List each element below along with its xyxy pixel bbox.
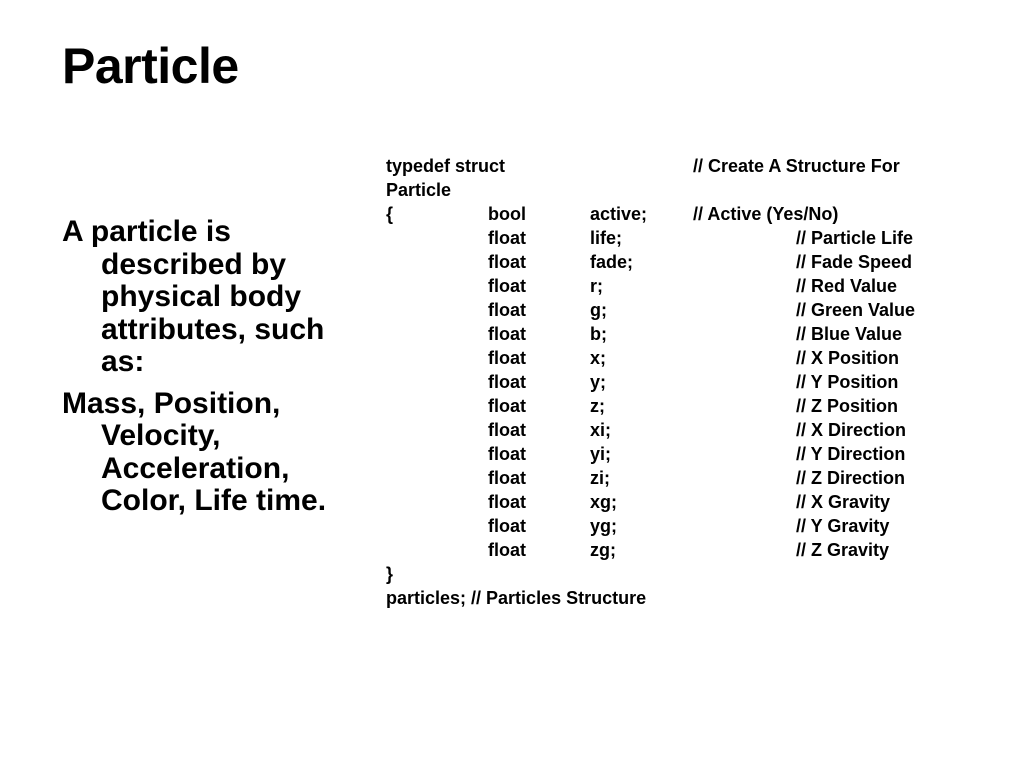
slide-title: Particle [62, 38, 239, 94]
code-line-field [386, 394, 1006, 418]
code-field-name: yg; [590, 516, 617, 536]
code-open-brace: { [386, 204, 394, 224]
code-line-field [386, 466, 1006, 490]
code-field-comment: // Blue Value [796, 324, 903, 344]
code-field-name: active; [590, 204, 648, 224]
code-line-field [386, 202, 1006, 226]
code-field-name: life; [590, 228, 623, 248]
code-field-comment: // Z Direction [796, 468, 906, 488]
code-line-field [386, 250, 1006, 274]
code-line-field [386, 298, 1006, 322]
code-field-comment: // Green Value [796, 300, 916, 320]
code-line-field [386, 442, 1006, 466]
code-field-comment: // X Position [796, 348, 900, 368]
code-line-field [386, 226, 1006, 250]
body-paragraph-description: A particle is described by physical body attributes, such as: [62, 215, 325, 378]
code-field-type: float [488, 276, 526, 296]
code-field-type: float [488, 516, 526, 536]
code-field-comment: // Z Position [796, 396, 898, 416]
code-field-comment: // Active (Yes/No) [693, 204, 839, 224]
code-field-name: g; [590, 300, 607, 320]
code-field-name: zg; [590, 540, 616, 560]
code-line-field [386, 418, 1006, 442]
code-line-struct-name [386, 178, 1006, 202]
code-line-typedef [386, 154, 1006, 178]
code-field-type: float [488, 300, 526, 320]
code-field-type: float [488, 420, 526, 440]
code-field-comment: // Fade Speed [796, 252, 913, 272]
code-field-type: float [488, 444, 526, 464]
code-field-type: float [488, 324, 526, 344]
code-field-name: xi; [590, 420, 612, 440]
slide-body [62, 216, 352, 527]
code-line-field [386, 538, 1006, 562]
code-field-comment: // Red Value [796, 276, 898, 296]
code-field-type: float [488, 252, 526, 272]
code-field-type: float [488, 468, 526, 488]
code-field-name: x; [590, 348, 607, 368]
code-field-type: float [488, 492, 526, 512]
code-field-comment: // X Gravity [796, 492, 891, 512]
code-field-comment: // Z Gravity [796, 540, 890, 560]
code-typedef-comment: // Create A Structure For [693, 156, 900, 176]
code-line-field [386, 346, 1006, 370]
code-struct-name: Particle [386, 180, 452, 200]
code-line-field [386, 274, 1006, 298]
code-field-comment: // X Direction [796, 420, 907, 440]
code-field-comment: // Particle Life [796, 228, 914, 248]
code-line-footer [386, 586, 1006, 610]
code-footer: particles; // Particles Structure [386, 588, 647, 608]
code-line-field [386, 322, 1006, 346]
body-paragraph-attributes: Mass, Position, Velocity, Acceleration, Color, Life time. [62, 386, 327, 517]
code-field-type: float [488, 372, 526, 392]
code-close-brace: } [386, 564, 394, 584]
code-field-name: zi; [590, 468, 610, 488]
code-field-type: float [488, 396, 526, 416]
code-line-field [386, 370, 1006, 394]
code-line-field [386, 490, 1006, 514]
code-field-name: r; [590, 276, 603, 296]
code-field-type: bool [488, 204, 526, 224]
code-field-type: float [488, 348, 526, 368]
code-field-name: y; [590, 372, 607, 392]
code-field-type: float [488, 228, 526, 248]
code-field-name: b; [590, 324, 607, 344]
code-line-close-brace [386, 562, 1006, 586]
code-field-name: yi; [590, 444, 612, 464]
code-field-name: xg; [590, 492, 617, 512]
code-field-comment: // Y Position [796, 372, 899, 392]
code-block [386, 154, 1006, 610]
code-field-name: z; [590, 396, 605, 416]
code-line-field [386, 514, 1006, 538]
code-field-comment: // Y Direction [796, 444, 906, 464]
code-field-comment: // Y Gravity [796, 516, 890, 536]
code-field-type: float [488, 540, 526, 560]
code-typedef-keyword: typedef struct [386, 156, 506, 176]
code-field-name: fade; [590, 252, 634, 272]
